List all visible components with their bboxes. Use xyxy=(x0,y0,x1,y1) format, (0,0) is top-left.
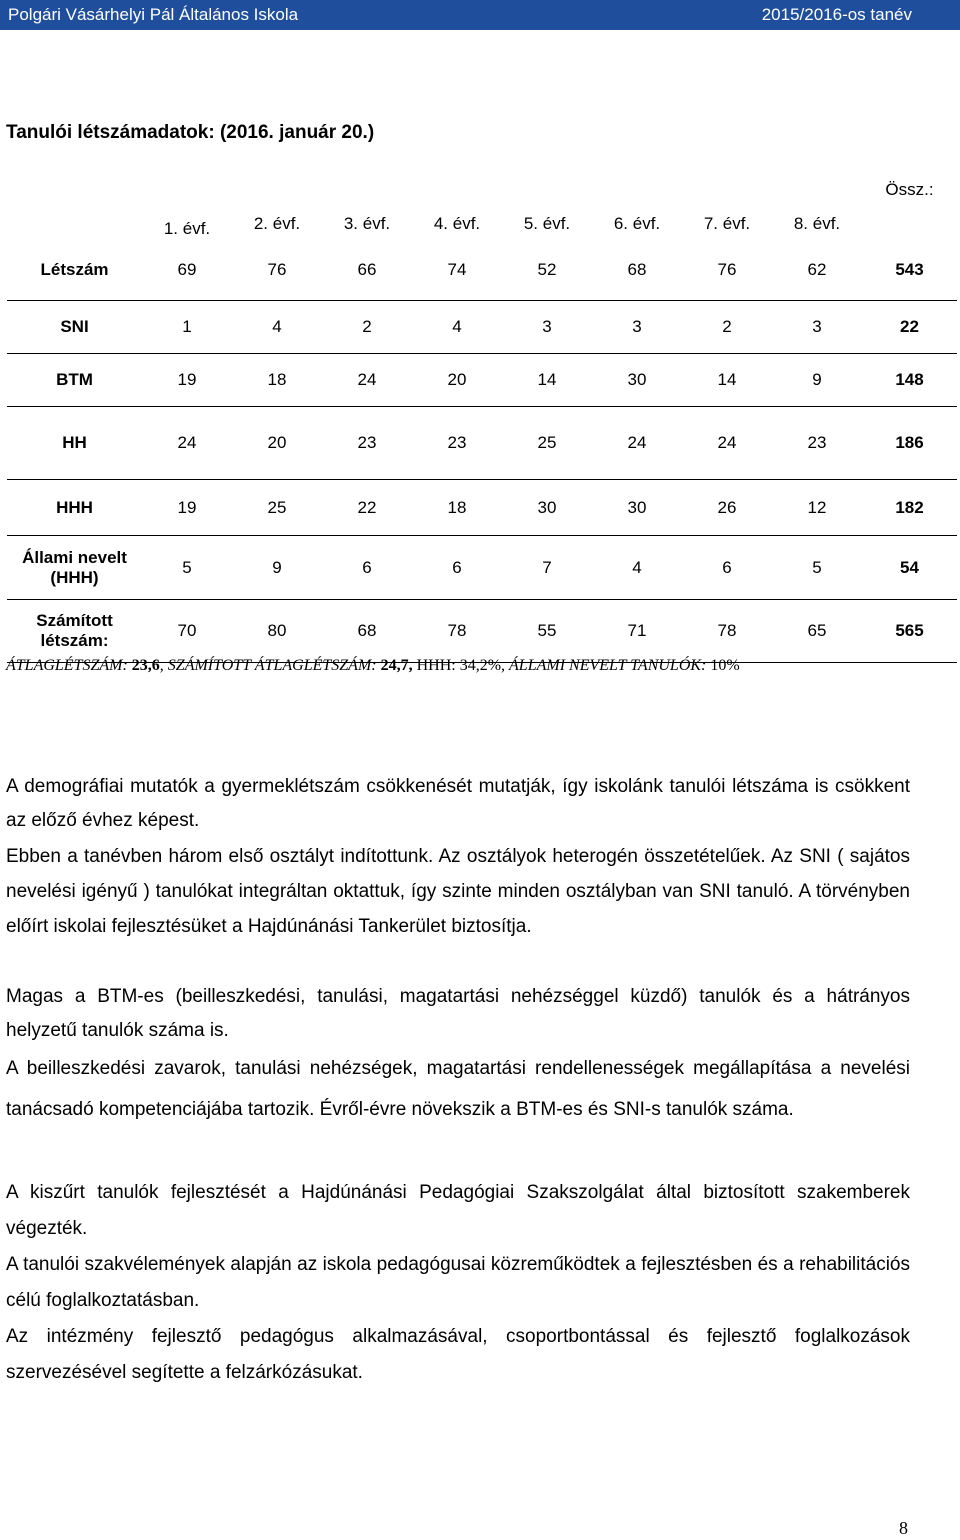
row-total: 543 xyxy=(862,240,957,301)
table-row xyxy=(7,480,957,536)
table-cell: 2 xyxy=(682,301,772,354)
table-cell: 24 xyxy=(682,407,772,480)
paragraph: A demográfiai mutatók a gyermeklétszám csökkenését mutatják, így iskolánk tanulói létszáma is csökkent az előző évhez képest. xyxy=(6,776,910,831)
grade-header: 4. évf. xyxy=(433,214,481,233)
table-cell: 9 xyxy=(232,536,322,600)
table-cell: 68 xyxy=(322,600,412,663)
paragraph: A kiszűrt tanulók fejlesztését a Hajdúnánási Pedagógiai Szakszolgálat által biztosított szakemberek végezték. xyxy=(6,1182,910,1239)
table-cell: 20 xyxy=(232,407,322,480)
paragraph: A beilleszkedési zavarok, tanulási nehézségek, magatartási rendellenességek megállapítása a nevelési tanácsadó kompetenciájába tartozik. Évről-évre növekszik a BTM-es és SNI-s tanulók száma. xyxy=(6,1058,910,1120)
table-cell: 52 xyxy=(502,240,592,301)
page-header xyxy=(0,0,960,30)
table-cell: 78 xyxy=(682,600,772,663)
table-cell: 24 xyxy=(322,354,412,407)
row-total: 182 xyxy=(862,480,957,536)
table-row xyxy=(7,354,957,407)
row-label: SNI xyxy=(7,301,142,354)
average-summary xyxy=(6,655,906,677)
table-cell: 3 xyxy=(502,301,592,354)
grade-header: 6. évf. xyxy=(613,214,661,233)
table-cell: 24 xyxy=(142,407,232,480)
paragraph: Az intézmény fejlesztő pedagógus alkalmazásával, csoportbontással és fejlesztő foglalkozások szervezésével segítette a felzárkózásukat. xyxy=(6,1326,910,1383)
row-label: BTM xyxy=(7,354,142,407)
table-cell: 30 xyxy=(592,354,682,407)
paragraph: Magas a BTM-es (beilleszkedési, tanulási, magatartási nehézséggel küzdő) tanulók és a hátrányos helyzetű tanulók száma is. xyxy=(6,986,910,1041)
table-cell: 23 xyxy=(772,407,862,480)
state-care-value: 10% xyxy=(710,657,740,674)
table-cell: 6 xyxy=(682,536,772,600)
page-number: 8 xyxy=(899,1518,908,1538)
table-cell: 55 xyxy=(502,600,592,663)
table-cell: 7 xyxy=(502,536,592,600)
school-name: Polgári Vásárhelyi Pál Általános Iskola xyxy=(8,5,299,24)
table-cell: 14 xyxy=(682,354,772,407)
table-cell: 25 xyxy=(502,407,592,480)
table-cell: 1 xyxy=(142,301,232,354)
table-cell: 26 xyxy=(682,480,772,536)
table-cell: 62 xyxy=(772,240,862,301)
calc-avg-value: 24,7, xyxy=(380,657,413,674)
table-cell: 12 xyxy=(772,480,862,536)
row-total: 148 xyxy=(862,354,957,407)
table-cell: 69 xyxy=(142,240,232,301)
grade-header: 2. évf. xyxy=(253,214,301,233)
table-cell: 30 xyxy=(502,480,592,536)
grade-header: 8. évf. xyxy=(793,214,841,233)
table-cell: 4 xyxy=(412,301,502,354)
grade-header: 7. évf. xyxy=(703,214,751,233)
row-label: Számított létszám: xyxy=(7,600,142,663)
grade-header: 3. évf. xyxy=(343,214,391,233)
table-row xyxy=(7,240,957,301)
table-cell: 3 xyxy=(772,301,862,354)
row-label: Állami nevelt (HHH) xyxy=(7,536,142,600)
table-cell: 23 xyxy=(322,407,412,480)
table-cell: 2 xyxy=(322,301,412,354)
table-row xyxy=(7,536,957,600)
avg-label: ÁTLAGLÉTSZÁM: xyxy=(6,657,132,674)
table-cell: 30 xyxy=(592,480,682,536)
enrollment-table xyxy=(7,178,957,663)
paragraph: Ebben a tanévben három első osztályt indítottunk. Az osztályok heterogén összetételűek. Az SNI ( sajátos nevelési igényű ) tanulókat integráltan oktattuk, így szinte minden osztályban van SNI tanuló. A törvényben előírt iskolai fejlesztésüket a Hajdúnánási Tankerület biztosítja. xyxy=(6,846,910,937)
table-cell: 4 xyxy=(592,536,682,600)
school-year: 2015/2016-os tanév xyxy=(761,5,912,24)
table-cell: 18 xyxy=(232,354,322,407)
state-care-label: , ÁLLAMI NEVELT TANULÓK: xyxy=(501,657,711,674)
table-cell: 5 xyxy=(142,536,232,600)
table-cell: 20 xyxy=(412,354,502,407)
hhh-label: HHH: xyxy=(412,657,460,674)
table-cell: 19 xyxy=(142,480,232,536)
table-cell: 5 xyxy=(772,536,862,600)
grade-header: 5. évf. xyxy=(523,214,571,233)
table-cell: 80 xyxy=(232,600,322,663)
row-label: HHH xyxy=(7,480,142,536)
table-cell: 23 xyxy=(412,407,502,480)
table-row xyxy=(7,600,957,663)
table-cell: 6 xyxy=(322,536,412,600)
table-cell: 19 xyxy=(142,354,232,407)
row-total: 22 xyxy=(862,301,957,354)
table-header-row xyxy=(7,178,957,240)
table-cell: 25 xyxy=(232,480,322,536)
table-cell: 70 xyxy=(142,600,232,663)
table-cell: 6 xyxy=(412,536,502,600)
row-total: 565 xyxy=(862,600,957,663)
hhh-value: 34,2% xyxy=(459,657,502,674)
row-total: 186 xyxy=(862,407,957,480)
table-cell: 78 xyxy=(412,600,502,663)
calc-avg-label: , SZÁMÍTOTT ÁTLAGLÉTSZÁM: xyxy=(159,657,381,674)
table-cell: 66 xyxy=(322,240,412,301)
total-header: Össz.: xyxy=(885,180,934,199)
page-title: Tanulói létszámadatok: (2016. január 20.) xyxy=(6,122,375,143)
table-cell: 76 xyxy=(682,240,772,301)
table-row xyxy=(7,407,957,480)
table-cell: 14 xyxy=(502,354,592,407)
table-cell: 71 xyxy=(592,600,682,663)
table-cell: 3 xyxy=(592,301,682,354)
row-total: 54 xyxy=(862,536,957,600)
avg-value: 23,6 xyxy=(131,657,160,674)
row-label: HH xyxy=(7,407,142,480)
table-cell: 9 xyxy=(772,354,862,407)
table-row xyxy=(7,301,957,354)
table-cell: 65 xyxy=(772,600,862,663)
table-cell: 22 xyxy=(322,480,412,536)
table-cell: 74 xyxy=(412,240,502,301)
header-empty-cell xyxy=(7,178,142,240)
grade-header: 1. évf. xyxy=(163,219,211,238)
table-cell: 24 xyxy=(592,407,682,480)
paragraph: A tanulói szakvélemények alapján az iskola pedagógusai közreműködtek a fejlesztésben és a rehabilitációs célú foglalkoztatásban. xyxy=(6,1254,910,1311)
table-cell: 76 xyxy=(232,240,322,301)
table-cell: 18 xyxy=(412,480,502,536)
table-cell: 68 xyxy=(592,240,682,301)
table-cell: 4 xyxy=(232,301,322,354)
row-label: Létszám xyxy=(7,240,142,301)
